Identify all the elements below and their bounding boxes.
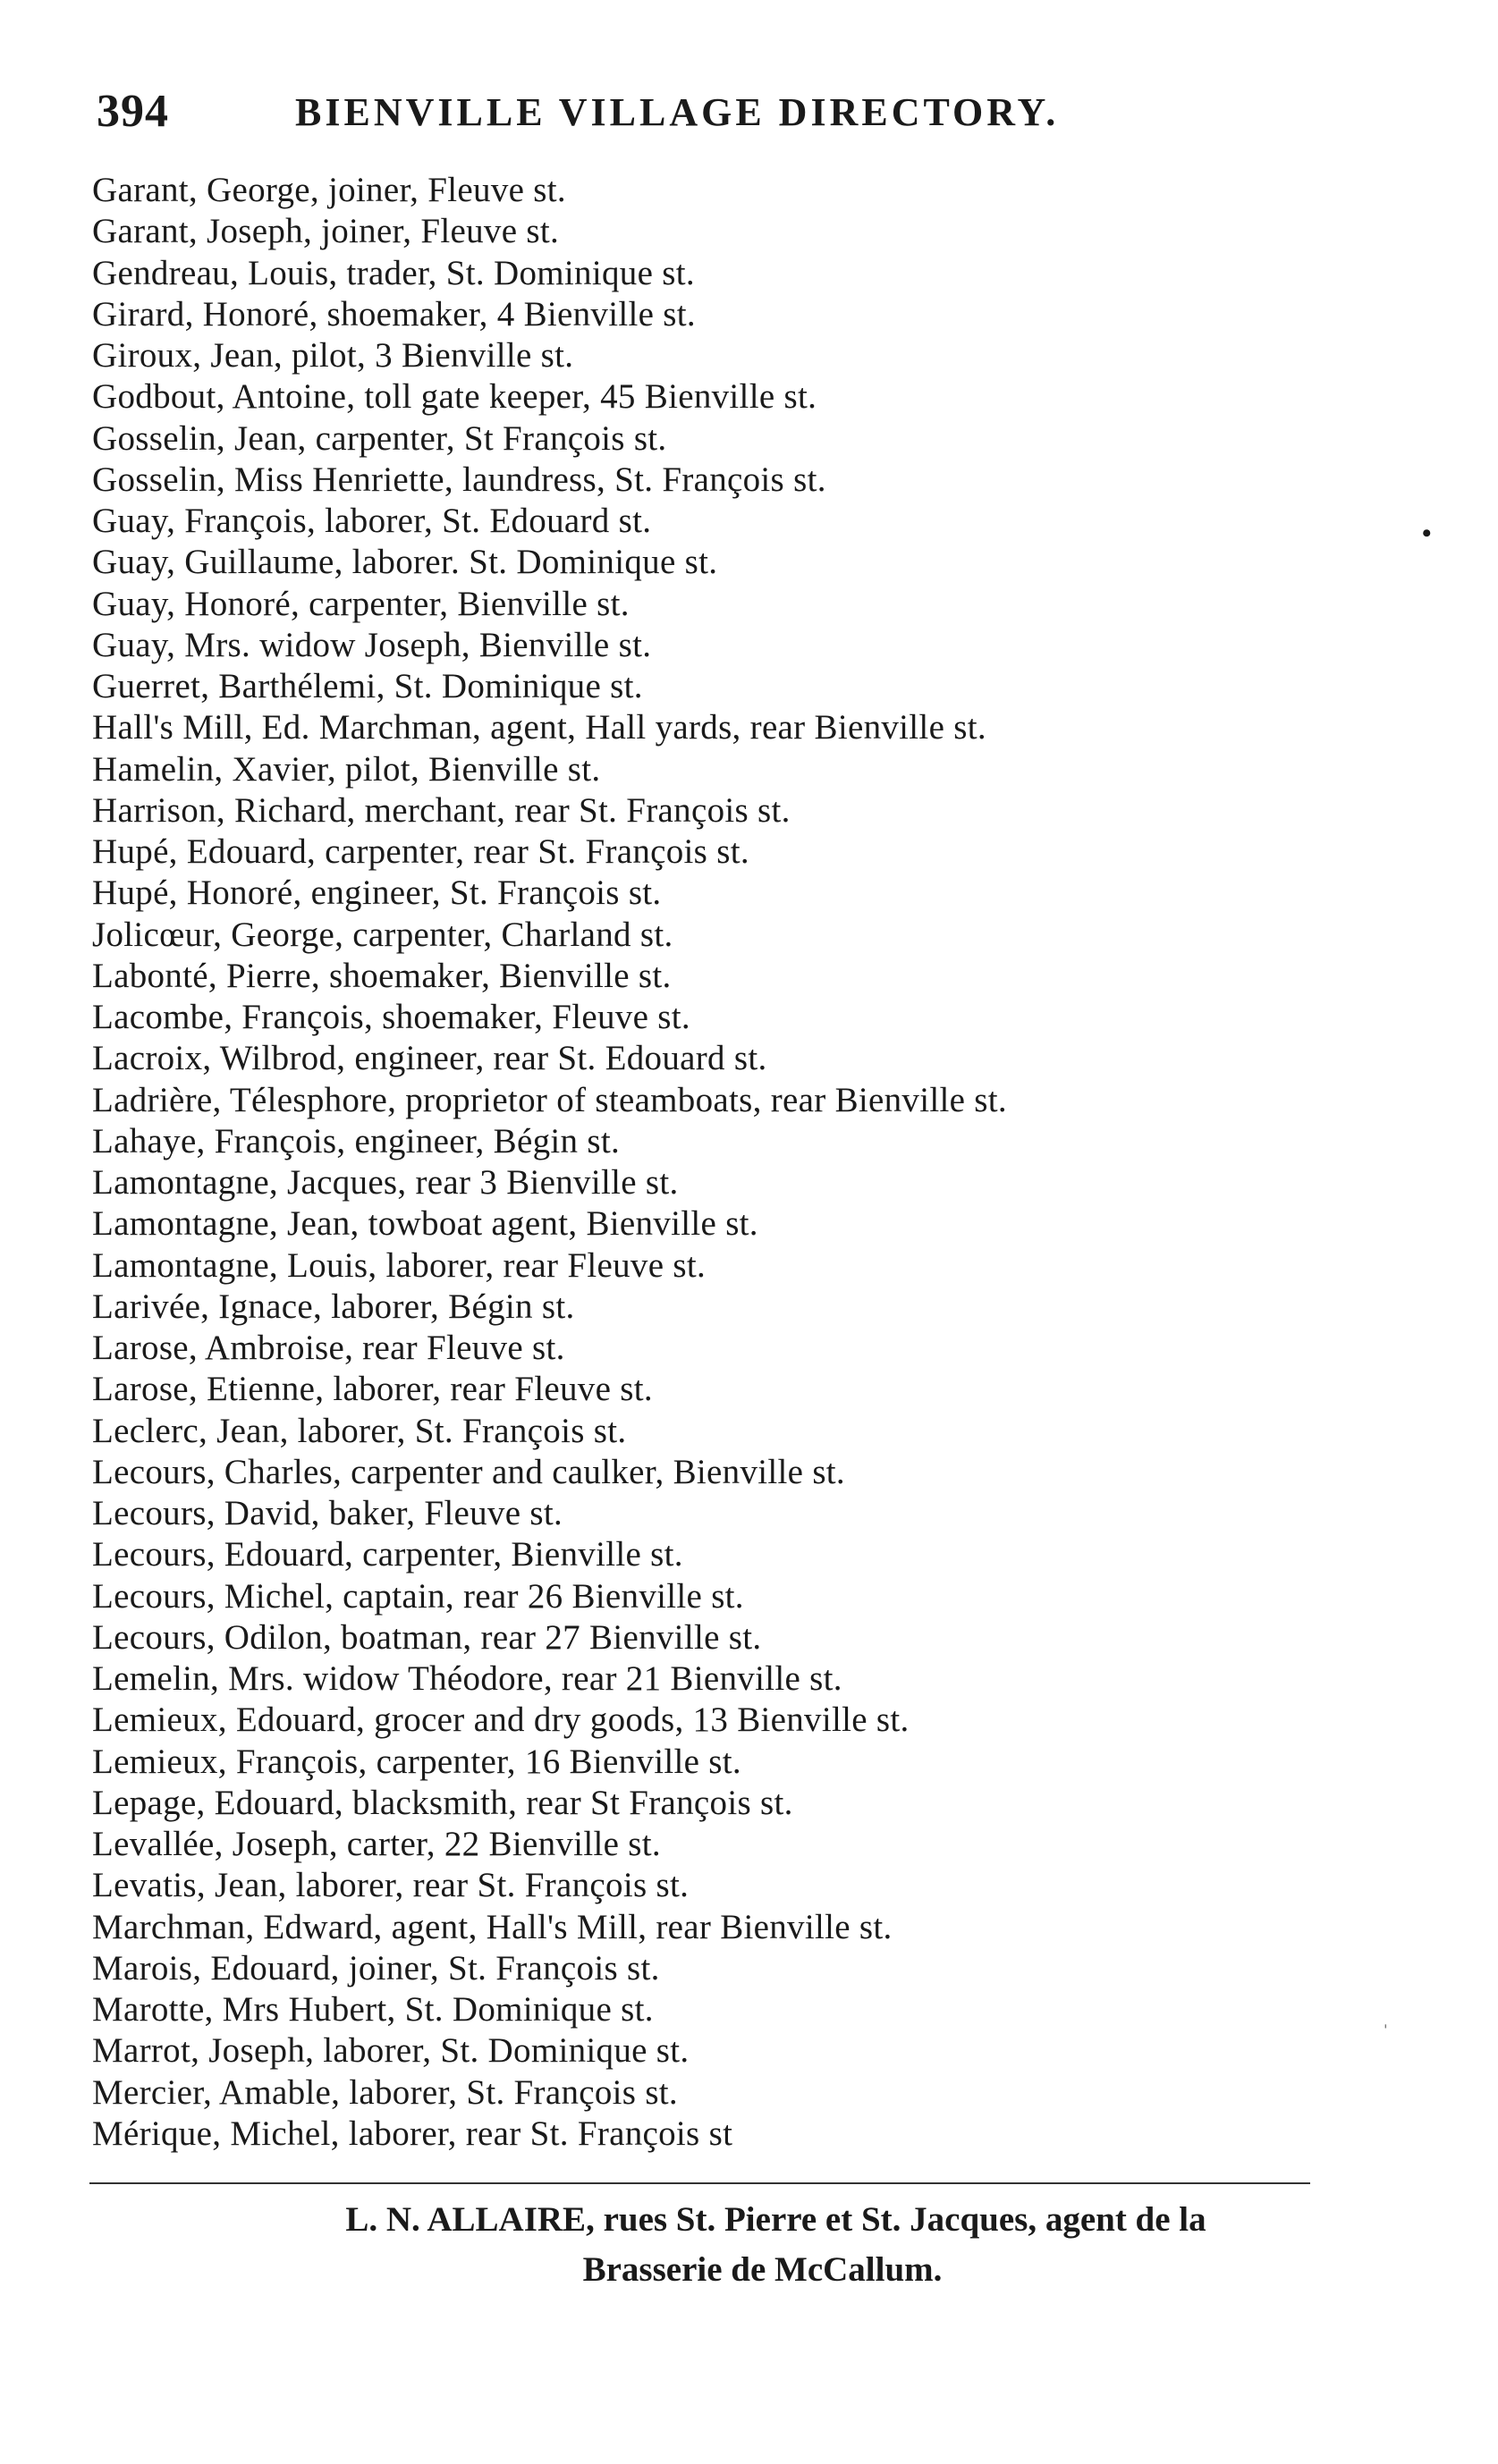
- directory-entry: Godbout, Antoine, toll gate keeper, 45 Bienville st.: [92, 377, 817, 417]
- directory-entry: Larose, Etienne, laborer, rear Fleuve st.: [92, 1370, 653, 1409]
- directory-entry: Ladrière, Télesphore, proprietor of steamboats, rear Bienville st.: [92, 1080, 1007, 1119]
- directory-entry: Hamelin, Xavier, pilot, Bienville st.: [92, 749, 601, 789]
- advertisement-line-2: Brasserie de McCallum.: [582, 2250, 943, 2289]
- directory-entry: Mérique, Michel, laborer, rear St. François st: [92, 2114, 733, 2153]
- directory-entry: Marotte, Mrs Hubert, St. Dominique st.: [92, 1990, 654, 2029]
- advertisement: [0, 2195, 1498, 2295]
- directory-entry: Hupé, Honoré, engineer, St. François st.: [92, 873, 662, 913]
- directory-entry: Mercier, Amable, laborer, St. François st.: [92, 2072, 678, 2112]
- advertisement-rule: [89, 2182, 1310, 2184]
- directory-entry: Marrot, Joseph, laborer, St. Dominique st.: [92, 2031, 690, 2071]
- directory-entry: Marchman, Edward, agent, Hall's Mill, rear Bienville st.: [92, 1907, 893, 1946]
- directory-entry: Larivée, Ignace, laborer, Bégin st.: [92, 1287, 575, 1326]
- margin-bullet: •: [1422, 519, 1432, 548]
- directory-entry: Lecours, Michel, captain, rear 26 Bienville st.: [92, 1576, 744, 1616]
- directory-entry: Lemieux, François, carpenter, 16 Bienville st.: [92, 1742, 741, 1781]
- directory-entry: Guay, Mrs. widow Joseph, Bienville st.: [92, 625, 652, 664]
- margin-tick: ˈ: [1382, 2021, 1390, 2046]
- directory-entry: Lamontagne, Louis, laborer, rear Fleuve st.: [92, 1245, 707, 1285]
- directory-entry: Guay, Guillaume, laborer. St. Dominique st.: [92, 543, 718, 582]
- directory-entry: Gosselin, Miss Henriette, laundress, St. François st.: [92, 460, 826, 499]
- directory-entry: Lacombe, François, shoemaker, Fleuve st.: [92, 998, 690, 1036]
- directory-entry: Gendreau, Louis, trader, St. Dominique st.: [92, 253, 695, 292]
- directory-entry: Giroux, Jean, pilot, 3 Bienville st.: [92, 336, 574, 375]
- directory-entry: Larose, Ambroise, rear Fleuve st.: [92, 1329, 565, 1367]
- directory-entry: Garant, George, joiner, Fleuve st.: [92, 171, 566, 209]
- directory-entry: Garant, Joseph, joiner, Fleuve st.: [92, 212, 560, 251]
- directory-entry: Lemieux, Edouard, grocer and dry goods, 13 Bienville st.: [92, 1700, 910, 1740]
- directory-entry: Lamontagne, Jean, towboat agent, Bienville st.: [92, 1204, 758, 1244]
- directory-entry: Lemelin, Mrs. widow Théodore, rear 21 Bienville st.: [92, 1659, 842, 1698]
- directory-entry: Lecours, David, baker, Fleuve st.: [92, 1494, 563, 1532]
- running-head: BIENVILLE VILLAGE DIRECTORY.: [295, 90, 1060, 134]
- advertisement-line-1: L. N. ALLAIRE, rues St. Pierre et St. Jacques, agent de la: [345, 2200, 1206, 2239]
- directory-entry: Lahaye, François, engineer, Bégin st.: [92, 1121, 621, 1160]
- directory-entry: Jolicœur, George, carpenter, Charland st.: [92, 915, 673, 954]
- directory-entry: Lecours, Edouard, carpenter, Bienville st.: [92, 1535, 683, 1574]
- directory-entry: Harrison, Richard, merchant, rear St. François st.: [92, 790, 791, 830]
- directory-entry: Lacroix, Wilbrod, engineer, rear St. Edouard st.: [92, 1039, 767, 1078]
- directory-entry: Marois, Edouard, joiner, St. François st.: [92, 1948, 660, 1987]
- directory-entry: Girard, Honoré, shoemaker, 4 Bienville st.: [92, 294, 696, 333]
- directory-entry: Levatis, Jean, laborer, rear St. François st.: [92, 1866, 690, 1905]
- directory-entry: Hall's Mill, Ed. Marchman, agent, Hall yards, rear Bienville st.: [92, 708, 986, 747]
- directory-entry: Guay, François, laborer, St. Edouard st.: [92, 502, 652, 540]
- directory-entry: Lamontagne, Jacques, rear 3 Bienville st.: [92, 1163, 679, 1202]
- directory-entry: Guay, Honoré, carpenter, Bienville st.: [92, 584, 630, 623]
- directory-entry: Hupé, Edouard, carpenter, rear St. François st.: [92, 832, 749, 871]
- directory-entry: Levallée, Joseph, carter, 22 Bienville st.: [92, 1825, 661, 1863]
- directory-entry: Labonté, Pierre, shoemaker, Bienville st.: [92, 956, 672, 995]
- directory-entry: Guerret, Barthélemi, St. Dominique st.: [92, 667, 643, 705]
- directory-entry: Lecours, Odilon, boatman, rear 27 Bienville st.: [92, 1617, 762, 1657]
- page-number: 394: [97, 86, 169, 137]
- directory-entries: [92, 170, 1380, 2155]
- directory-entry: Gosselin, Jean, carpenter, St François st.: [92, 418, 667, 458]
- directory-entry: Lepage, Edouard, blacksmith, rear St François st.: [92, 1783, 793, 1822]
- directory-entry: Leclerc, Jean, laborer, St. François st.: [92, 1411, 627, 1450]
- directory-entry: Lecours, Charles, carpenter and caulker, Bienville st.: [92, 1452, 845, 1491]
